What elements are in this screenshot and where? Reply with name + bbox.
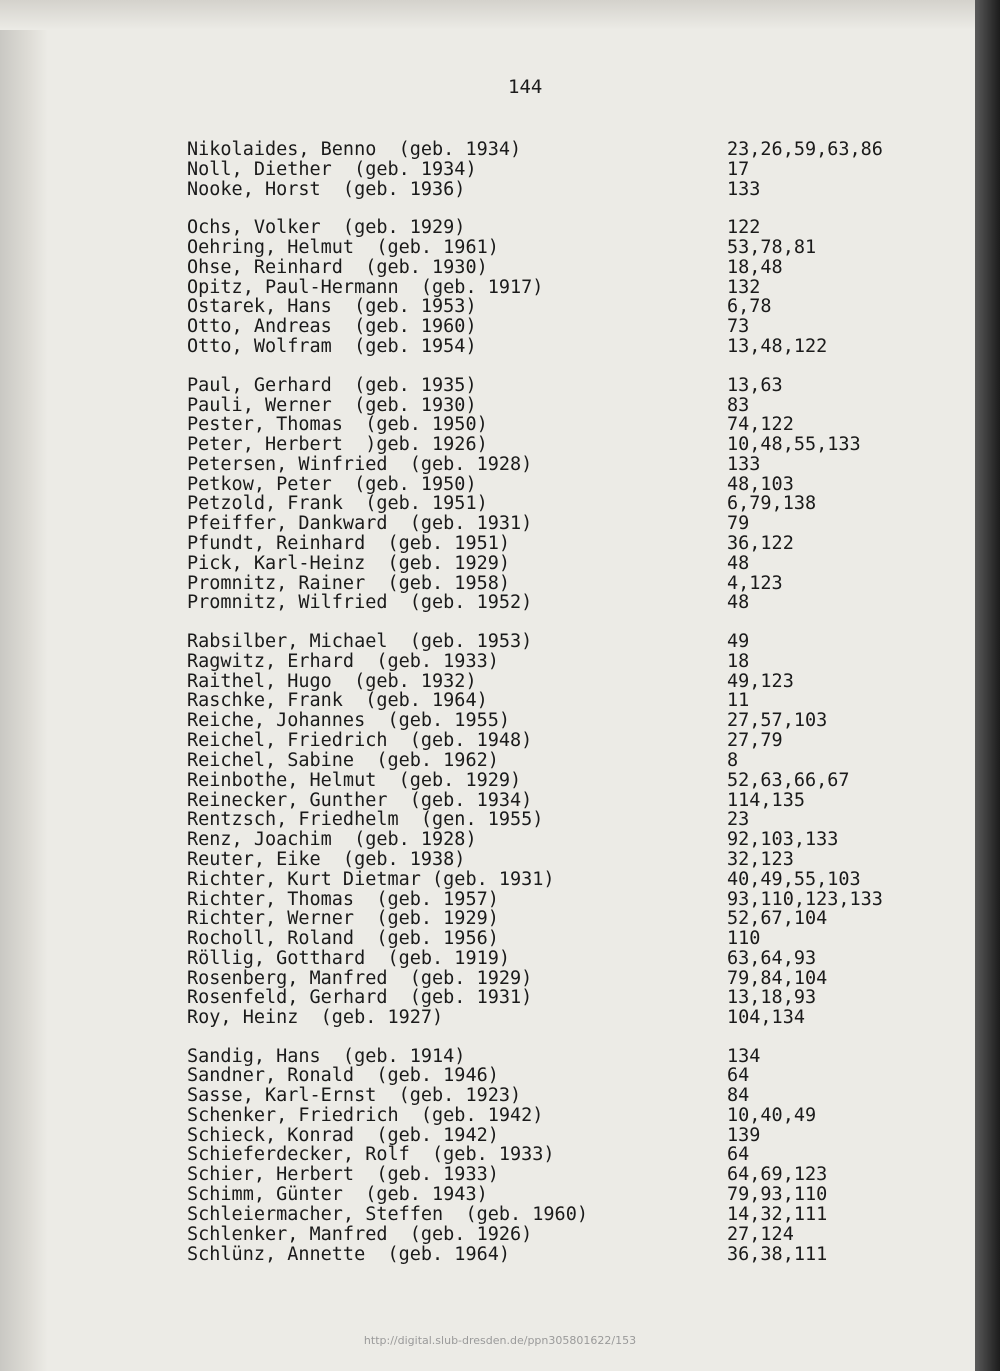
entry-name: Promnitz, Rainer (geb. 1958) — [187, 573, 511, 594]
index-entry — [0, 870, 975, 890]
entry-pages: 48 — [727, 592, 750, 613]
index-entry — [0, 1126, 975, 1146]
entry-name: Paul, Gerhard (geb. 1935) — [187, 375, 477, 396]
entry-pages: 27,79 — [727, 730, 783, 751]
entry-name: Otto, Andreas (geb. 1960) — [187, 316, 477, 337]
entry-pages: 74,122 — [727, 414, 794, 435]
index-entry — [0, 652, 975, 672]
entry-name: Reichel, Friedrich (geb. 1948) — [187, 730, 533, 751]
entry-pages: 36,122 — [727, 533, 794, 554]
entry-pages: 8 — [727, 750, 739, 771]
entry-name: Pfundt, Reinhard (geb. 1951) — [187, 533, 511, 554]
index-entry — [0, 376, 975, 396]
entry-pages: 11 — [727, 690, 750, 711]
entry-name: Petkow, Peter (geb. 1950) — [187, 474, 477, 495]
entry-name: Ohse, Reinhard (geb. 1930) — [187, 257, 488, 278]
index-entry — [0, 514, 975, 534]
entry-pages: 79 — [727, 513, 750, 534]
entry-name: Rabsilber, Michael (geb. 1953) — [187, 631, 533, 652]
entry-name: Promnitz, Wilfried (geb. 1952) — [187, 592, 533, 613]
entry-pages: 27,57,103 — [727, 710, 828, 731]
entry-name: Reiche, Johannes (geb. 1955) — [187, 710, 511, 731]
entry-name: Reinecker, Gunther (geb. 1934) — [187, 790, 533, 811]
source-url: http://digital.slub-dresden.de/ppn305801622/153 — [363, 1334, 637, 1347]
entry-name: Raschke, Frank (geb. 1964) — [187, 690, 488, 711]
entry-pages: 84 — [727, 1085, 750, 1106]
entry-pages: 122 — [727, 217, 761, 238]
entry-pages: 49,123 — [727, 671, 794, 692]
entry-pages: 110 — [727, 928, 761, 949]
entry-pages: 13,63 — [727, 375, 783, 396]
index-entry — [0, 1008, 975, 1028]
index-entry — [0, 1245, 975, 1265]
index-entry — [0, 1086, 975, 1106]
entry-name: Schier, Herbert (geb. 1933) — [187, 1164, 499, 1185]
entry-pages: 139 — [727, 1125, 761, 1146]
entry-pages: 4,123 — [727, 573, 783, 594]
index-entry — [0, 534, 975, 554]
entry-name: Schieferdecker, Rolf (geb. 1933) — [187, 1144, 555, 1165]
entry-name: Rocholl, Roland (geb. 1956) — [187, 928, 499, 949]
entry-name: Rentzsch, Friedhelm (gen. 1955) — [187, 809, 544, 830]
index-entry — [0, 731, 975, 751]
index-entry — [0, 929, 975, 949]
index-entry — [0, 278, 975, 298]
entry-name: Ragwitz, Erhard (geb. 1933) — [187, 651, 499, 672]
entry-pages: 134 — [727, 1046, 761, 1067]
entry-pages: 63,64,93 — [727, 948, 817, 969]
index-entry — [0, 475, 975, 495]
entry-name: Ochs, Volker (geb. 1929) — [187, 217, 466, 238]
entry-name: Schleiermacher, Steffen (geb. 1960) — [187, 1204, 588, 1225]
entry-name: Ostarek, Hans (geb. 1953) — [187, 296, 477, 317]
entry-name: Richter, Thomas (geb. 1957) — [187, 889, 499, 910]
entry-name: Peter, Herbert )geb. 1926) — [187, 434, 488, 455]
entry-name: Nikolaides, Benno (geb. 1934) — [187, 139, 522, 160]
entry-pages: 93,110,123,133 — [727, 889, 883, 910]
index-entry — [0, 455, 975, 475]
entry-pages: 49 — [727, 631, 750, 652]
entry-name: Pfeiffer, Dankward (geb. 1931) — [187, 513, 533, 534]
entry-name: Pauli, Werner (geb. 1930) — [187, 395, 477, 416]
index-entry — [0, 1106, 975, 1126]
entry-pages: 52,67,104 — [727, 908, 828, 929]
index-entry — [0, 554, 975, 574]
entry-name: Otto, Wolfram (geb. 1954) — [187, 336, 477, 357]
entry-name: Schlenker, Manfred (geb. 1926) — [187, 1224, 533, 1245]
entry-name: Röllig, Gotthard (geb. 1919) — [187, 948, 511, 969]
index-entry — [0, 988, 975, 1008]
entry-pages: 73 — [727, 316, 750, 337]
entry-pages: 36,38,111 — [727, 1244, 828, 1265]
entry-name: Pester, Thomas (geb. 1950) — [187, 414, 488, 435]
index-entry — [0, 850, 975, 870]
index-entry — [0, 969, 975, 989]
entry-name: Reichel, Sabine (geb. 1962) — [187, 750, 499, 771]
index-entry — [0, 574, 975, 594]
entry-name: Petzold, Frank (geb. 1951) — [187, 493, 488, 514]
entry-pages: 132 — [727, 277, 761, 298]
index-entry — [0, 1165, 975, 1185]
index-entry — [0, 297, 975, 317]
entry-pages: 23 — [727, 809, 750, 830]
entry-name: Sandig, Hans (geb. 1914) — [187, 1046, 466, 1067]
entry-pages: 64 — [727, 1144, 750, 1165]
index-entry — [0, 632, 975, 652]
entry-name: Rosenfeld, Gerhard (geb. 1931) — [187, 987, 533, 1008]
entry-name: Nooke, Horst (geb. 1936) — [187, 179, 466, 200]
index-entry — [0, 691, 975, 711]
entry-name: Reinbothe, Helmut (geb. 1929) — [187, 770, 522, 791]
index-entry — [0, 317, 975, 337]
entry-pages: 13,18,93 — [727, 987, 817, 1008]
index-entry — [0, 396, 975, 416]
entry-pages: 6,79,138 — [727, 493, 817, 514]
entry-name: Oehring, Helmut (geb. 1961) — [187, 237, 499, 258]
index-entry — [0, 435, 975, 455]
entry-pages: 52,63,66,67 — [727, 770, 850, 791]
book-binding — [975, 0, 1000, 1371]
page-top-shade — [0, 0, 975, 30]
entry-name: Roy, Heinz (geb. 1927) — [187, 1007, 444, 1028]
entry-pages: 17 — [727, 159, 750, 180]
entry-pages: 13,48,122 — [727, 336, 828, 357]
entry-name: Petersen, Winfried (geb. 1928) — [187, 454, 533, 475]
entry-pages: 64,69,123 — [727, 1164, 828, 1185]
index-entry — [0, 771, 975, 791]
entry-pages: 133 — [727, 179, 761, 200]
entry-name: Raithel, Hugo (geb. 1932) — [187, 671, 477, 692]
entry-pages: 79,84,104 — [727, 968, 828, 989]
entry-name: Rosenberg, Manfred (geb. 1929) — [187, 968, 533, 989]
entry-name: Opitz, Paul-Hermann (geb. 1917) — [187, 277, 544, 298]
index-entry — [0, 258, 975, 278]
entry-name: Renz, Joachim (geb. 1928) — [187, 829, 477, 850]
entry-pages: 83 — [727, 395, 750, 416]
entry-pages: 40,49,55,103 — [727, 869, 861, 890]
index-entry — [0, 711, 975, 731]
entry-pages: 92,103,133 — [727, 829, 839, 850]
page-number: 144 — [508, 76, 543, 98]
entry-pages: 48,103 — [727, 474, 794, 495]
index-entry — [0, 593, 975, 613]
index-entry — [0, 1185, 975, 1205]
index-entry — [0, 909, 975, 929]
index-entry — [0, 238, 975, 258]
entry-name: Schlünz, Annette (geb. 1964) — [187, 1244, 511, 1265]
entry-pages: 10,40,49 — [727, 1105, 817, 1126]
entry-name: Reuter, Eike (geb. 1938) — [187, 849, 466, 870]
entry-name: Schimm, Günter (geb. 1943) — [187, 1184, 488, 1205]
entry-pages: 64 — [727, 1065, 750, 1086]
index-entry — [0, 949, 975, 969]
index-entry — [0, 140, 975, 160]
index-entry — [0, 1205, 975, 1225]
entry-pages: 48 — [727, 553, 750, 574]
index-entry — [0, 791, 975, 811]
entry-pages: 104,134 — [727, 1007, 805, 1028]
entry-pages: 32,123 — [727, 849, 794, 870]
entry-name: Noll, Diether (geb. 1934) — [187, 159, 477, 180]
index-entry — [0, 890, 975, 910]
index-entry — [0, 160, 975, 180]
index-entry — [0, 672, 975, 692]
index-entry — [0, 494, 975, 514]
entry-pages: 53,78,81 — [727, 237, 817, 258]
entry-name: Sasse, Karl-Ernst (geb. 1923) — [187, 1085, 522, 1106]
index-entry — [0, 218, 975, 238]
index-entry — [0, 1066, 975, 1086]
entry-pages: 6,78 — [727, 296, 772, 317]
entry-pages: 10,48,55,133 — [727, 434, 861, 455]
entry-pages: 23,26,59,63,86 — [727, 139, 883, 160]
entry-pages: 14,32,111 — [727, 1204, 828, 1225]
entry-pages: 18,48 — [727, 257, 783, 278]
index-entry — [0, 415, 975, 435]
entry-name: Richter, Kurt Dietmar (geb. 1931) — [187, 869, 555, 890]
entry-pages: 18 — [727, 651, 750, 672]
index-entry — [0, 1047, 975, 1067]
index-entry — [0, 751, 975, 771]
entry-name: Pick, Karl-Heinz (geb. 1929) — [187, 553, 511, 574]
entry-pages: 114,135 — [727, 790, 805, 811]
index-entry — [0, 830, 975, 850]
entry-name: Schieck, Konrad (geb. 1942) — [187, 1125, 499, 1146]
entry-name: Sandner, Ronald (geb. 1946) — [187, 1065, 499, 1086]
entry-pages: 79,93,110 — [727, 1184, 828, 1205]
index-entry — [0, 1145, 975, 1165]
entry-name: Schenker, Friedrich (geb. 1942) — [187, 1105, 544, 1126]
entry-pages: 27,124 — [727, 1224, 794, 1245]
index-entry — [0, 180, 975, 200]
index-entry — [0, 1225, 975, 1245]
index-entry — [0, 810, 975, 830]
entry-name: Richter, Werner (geb. 1929) — [187, 908, 499, 929]
entry-pages: 133 — [727, 454, 761, 475]
index-entry — [0, 337, 975, 357]
